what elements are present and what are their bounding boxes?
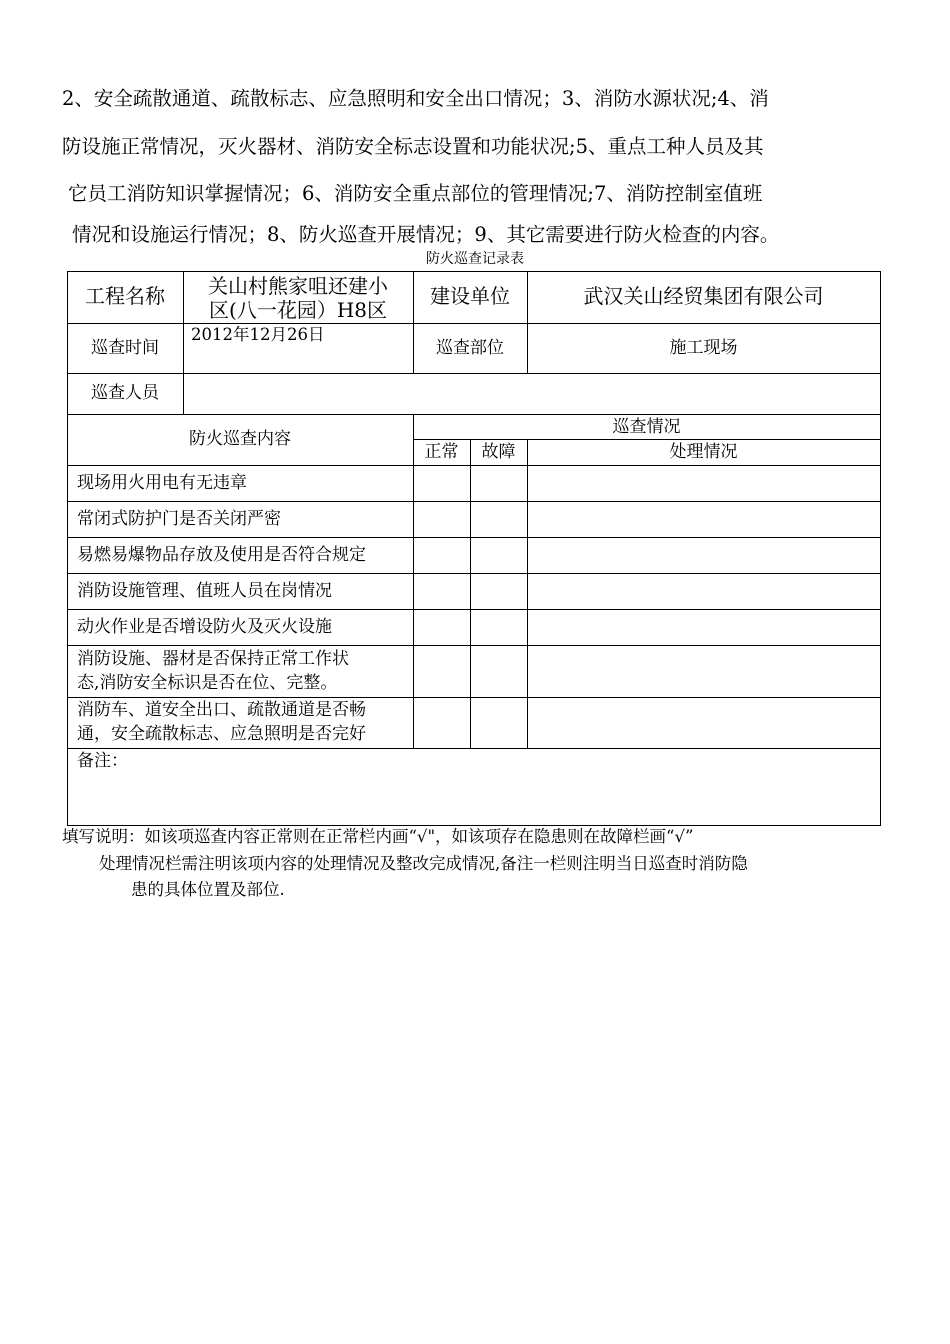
table-rule [413, 439, 881, 440]
table-rule [67, 609, 881, 610]
table-rule [67, 645, 881, 646]
table-rule [67, 373, 881, 374]
content-header: 防火巡查内容 [189, 429, 291, 449]
handling-header: 处理情况 [669, 442, 738, 462]
filling-note-line1: 填写说明：如该项巡查内容正常则在正常栏内画“√"，如该项存在隐患则在故障栏画“√” [62, 827, 694, 846]
table-rule [470, 439, 471, 748]
table-rule [67, 414, 881, 415]
status-header: 巡查情况 [612, 417, 681, 437]
builder-value: 武汉关山经贸集团有限公司 [583, 284, 824, 308]
filling-note-line3: 患的具体位置及部位. [131, 880, 285, 899]
table-rule [67, 323, 881, 324]
inspection-item: 现场用火用电有无违章 [77, 473, 247, 493]
fault-header: 故障 [481, 442, 516, 462]
patrol-area-value: 施工现场 [669, 338, 738, 358]
patrol-personnel-label: 巡查人员 [91, 383, 159, 403]
project-name-value-line2: 区(八一花园）H8区 [209, 298, 387, 322]
intro-line-4: 情况和设施运行情况；8、防火巡查开展情况；9、其它需要进行防火检查的内容。 [72, 223, 780, 246]
inspection-item-cont: 态,消防安全标识是否在位、完整。 [77, 673, 338, 693]
intro-line-2: 防设施正常情况，灭火器材、消防安全标志设置和功能状况;5、重点工种人员及其 [62, 135, 764, 158]
inspection-item: 易燃易爆物品存放及使用是否符合规定 [77, 545, 366, 565]
inspection-item: 动火作业是否增设防火及灭火设施 [77, 617, 332, 637]
table-rule [527, 439, 528, 748]
patrol-area-label: 巡查部位 [436, 338, 504, 358]
table-border-top [67, 271, 881, 272]
inspection-item: 消防车、道安全出口、疏散通道是否畅 [77, 700, 366, 720]
remarks-label: 备注： [77, 751, 128, 771]
builder-label: 建设单位 [430, 284, 510, 308]
table-rule [67, 748, 881, 749]
table-rule [67, 465, 881, 466]
normal-header: 正常 [424, 442, 459, 462]
table-border-bottom [67, 825, 881, 826]
inspection-item: 常闭式防护门是否关闭严密 [77, 509, 281, 529]
intro-line-3: 它员工消防知识掌握情况；6、消防安全重点部位的管理情况;7、消防控制室值班 [68, 182, 763, 205]
table-rule [67, 697, 881, 698]
project-name-value-line1: 关山村熊家咀还建小 [208, 274, 388, 298]
inspection-item: 消防设施管理、值班人员在岗情况 [77, 581, 332, 601]
table-rule [67, 537, 881, 538]
patrol-time-value: 2012年12月26日 [191, 325, 325, 344]
table-border-right [880, 271, 881, 826]
table-rule [413, 414, 414, 748]
form-title: 防火巡查记录表 [426, 251, 524, 267]
table-rule [67, 501, 881, 502]
table-rule [67, 573, 881, 574]
inspection-item: 消防设施、器材是否保持正常工作状 [77, 649, 349, 669]
project-name-label: 工程名称 [85, 284, 165, 308]
inspection-item-cont: 通，安全疏散标志、应急照明是否完好 [77, 724, 366, 744]
intro-line-1: 2、安全疏散通道、疏散标志、应急照明和安全出口情况；3、消防水源状况;4、消 [62, 87, 769, 110]
filling-note-line2: 处理情况栏需注明该项内容的处理情况及整改完成情况,备注一栏则注明当日巡查时消防隐 [99, 854, 748, 873]
patrol-time-label: 巡查时间 [91, 338, 159, 358]
